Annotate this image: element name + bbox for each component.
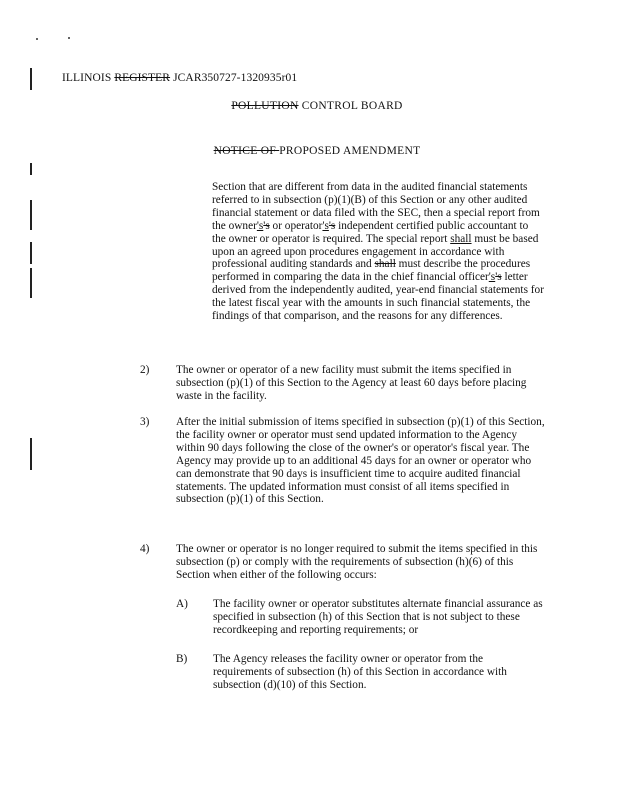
inserted-text: 's: [322, 219, 329, 232]
item-text: After the initial submission of items specified in subsection (p)(1) of this Section, the facility owner or operator must send updated information to the Agency within 90 days following the close of the owner's or operator's fiscal year. The Agency may provide up to an additional 45 days for an owner or operator who can demonstrate that 90 days is insufficient time to acquire audited financial statements. The updated information must consist of all items specified in subsection (p)(1) of this Section.: [176, 416, 545, 506]
change-bar: [30, 163, 32, 175]
change-bar: [30, 200, 32, 230]
text-run: must be based upon an agreed upon procedures engagement in accordance with professional auditing standards and: [212, 232, 539, 271]
struck-text: 's: [495, 271, 502, 284]
inserted-text: shall: [450, 232, 472, 245]
subitem-letter: B): [176, 653, 188, 665]
text-run: must describe the procedures performed in comparing the data in the chief financial officer: [212, 258, 531, 284]
item-number: 3): [140, 416, 150, 428]
scan-speck: [36, 38, 38, 40]
struck-text: shall: [374, 258, 396, 271]
register-prefix: ILLINOIS: [62, 72, 115, 84]
struck-text: 's: [263, 219, 270, 232]
board-title: [8, 100, 618, 112]
text-run: independent certified public accountant to the owner or operator is required. The special report: [212, 219, 529, 245]
inserted-text: 's: [488, 271, 496, 284]
register-header: [62, 72, 297, 84]
item-text: The owner or operator is no longer required to submit the items specified in this subsection (p) or comply with the requirements of subsection (h)(6) of this Section when either of the following occurs:: [176, 543, 538, 581]
continuation-paragraph: [212, 181, 544, 323]
text-run: Section that are different from data in the audited financial statements referred to in subsection (p)(1)(B) of this Section or any other audited financial statement or data filed with the SEC, then a special report from the owner: [212, 181, 540, 232]
board-rest: CONTROL BOARD: [298, 100, 403, 112]
struck-text: 's: [328, 219, 336, 232]
change-bar: [30, 68, 32, 90]
subitem-text: The facility owner or operator substitutes alternate financial assurance as specified in subsection (h) of this Section that is not subject to these recordkeeping and reporting requirements; or: [213, 598, 543, 636]
item-number: 2): [140, 364, 150, 376]
scan-speck: [68, 37, 70, 39]
subitem-text: The Agency releases the facility owner or operator from the requirements of subsection (h) of this Section in accordance with subsection (d)(10) of this Section.: [213, 653, 507, 691]
text-run: letter derived from the independently audited, year-end financial statements for the latest fiscal year with the amounts in such financial statements, the findings of that comparison, and the reasons for any differences.: [212, 271, 544, 323]
notice-title: [8, 145, 618, 157]
document-id: JCAR350727-1320935r01: [173, 72, 298, 84]
change-bar: [30, 242, 32, 264]
register-word: REGISTER: [114, 72, 171, 84]
notice-rest: PROPOSED AMENDMENT: [279, 145, 421, 157]
item-text: The owner or operator of a new facility must submit the items specified in subsection (p)(1) of this Section to the Agency at least 60 days before placing waste in the facility.: [176, 364, 527, 402]
change-bar: [30, 438, 32, 470]
subitem-letter: A): [176, 598, 188, 610]
change-bar: [30, 268, 32, 298]
item-number: 4): [140, 543, 150, 555]
inserted-text: 's: [256, 219, 264, 232]
notice-struck: NOTICE OF: [213, 145, 280, 157]
board-struck: POLLUTION: [231, 100, 299, 112]
text-run: or operator: [269, 219, 323, 232]
